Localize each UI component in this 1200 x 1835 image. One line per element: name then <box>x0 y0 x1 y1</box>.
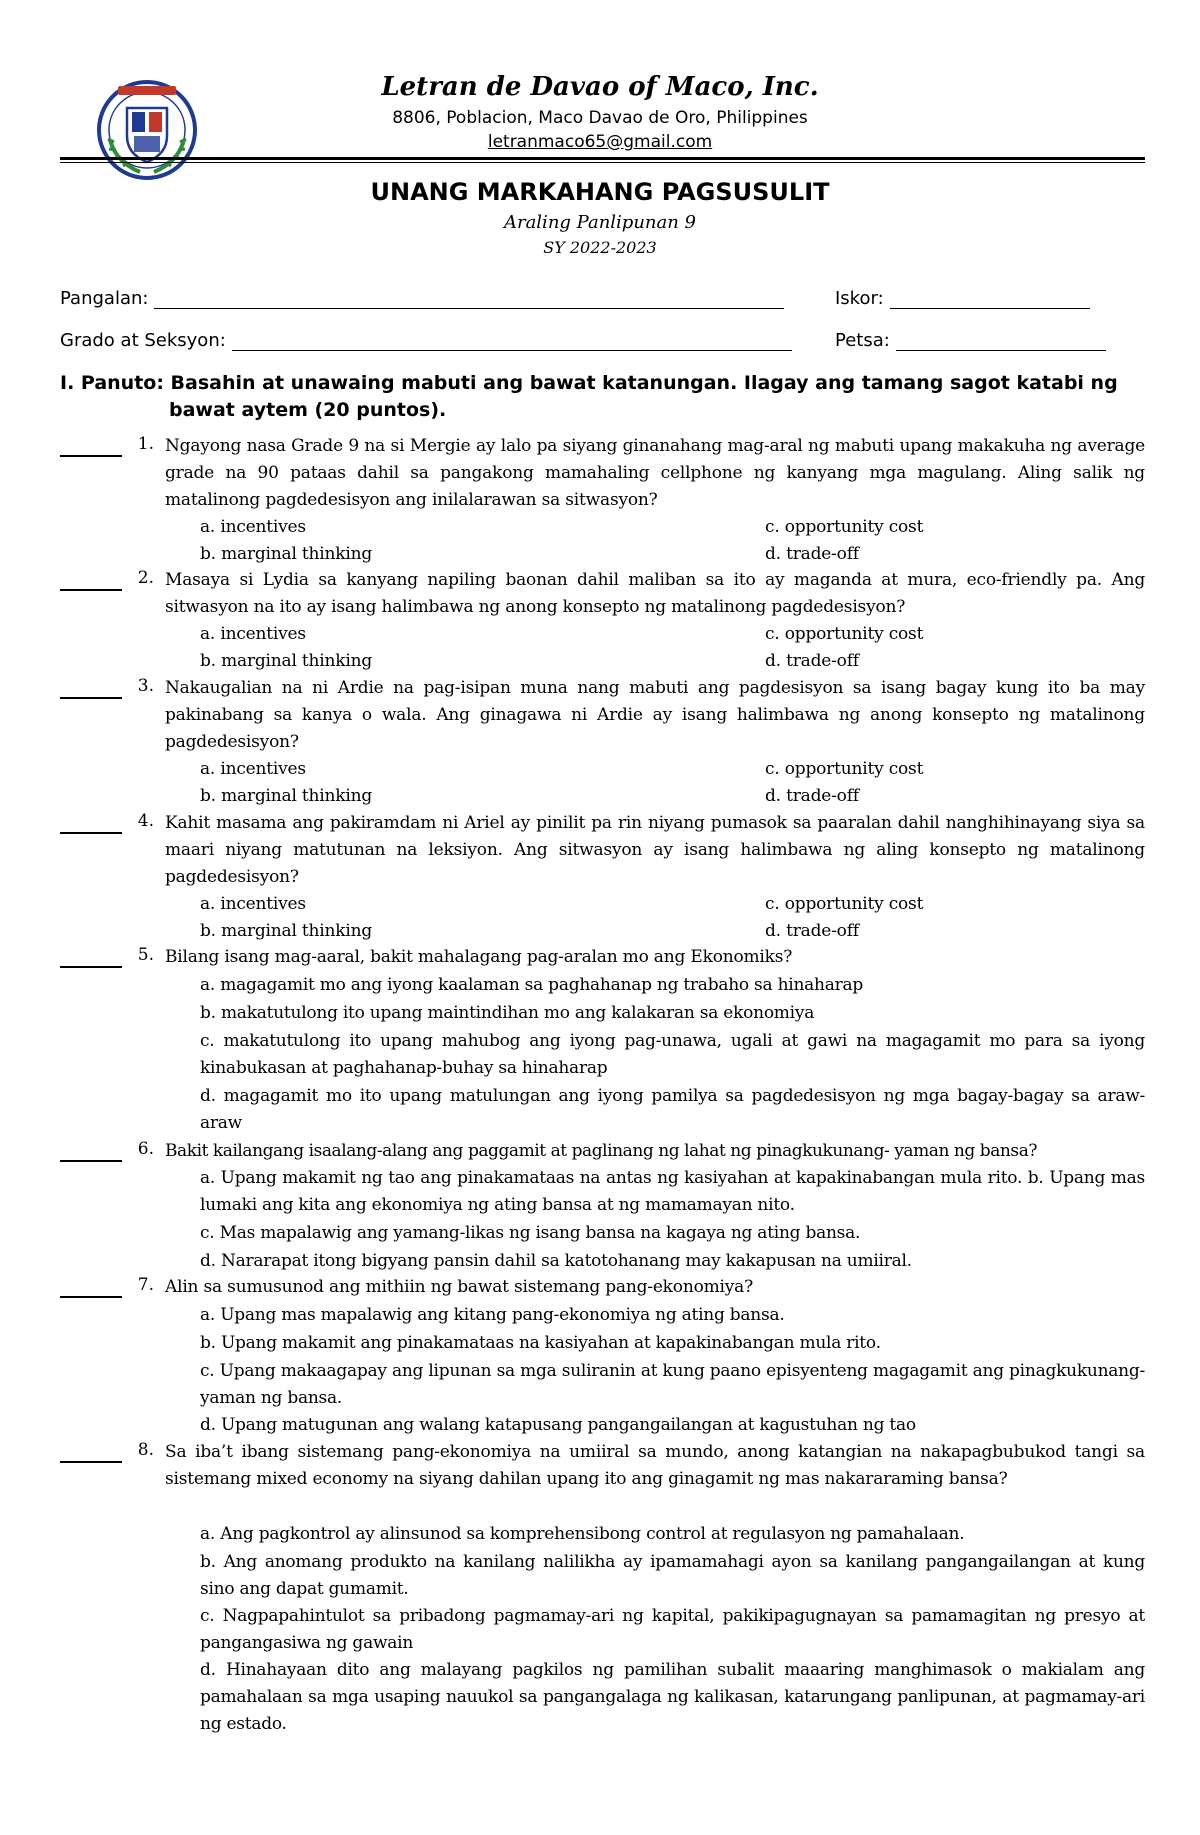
school-address: 8806, Poblacion, Maco Davao de Oro, Philippines <box>392 108 808 128</box>
score-field <box>835 288 1090 309</box>
score-input-line[interactable] <box>890 290 1090 309</box>
option: a. incentives <box>200 624 306 644</box>
question-number: 3. <box>137 676 154 696</box>
section-input-line[interactable] <box>232 332 792 351</box>
option: b. marginal thinking <box>200 921 373 941</box>
header-divider-thin <box>60 162 1145 163</box>
answer-blank[interactable] <box>60 966 122 968</box>
exam-title: UNANG MARKAHANG PAGSUSULIT <box>370 178 830 206</box>
section-label: Grado at Seksyon: <box>60 330 226 351</box>
option: d. trade-off <box>765 544 859 564</box>
school-name: Letran de Davao of Maco, Inc. <box>381 72 819 102</box>
option: c. Upang makaagapay ang lipunan sa mga suliranin at kung paano episyenteng magagamit ang pinagkukunang-yaman ng bansa. <box>200 1361 1145 1408</box>
option: d. trade-off <box>765 921 859 941</box>
question-text: Bakit kailangang isaalang-alang ang paggamit at paglinang ng lahat ng pinagkukunang- yaman ng bansa? <box>165 1141 1038 1161</box>
option: b. makatutulong ito upang maintindihan mo ang kalakaran sa ekonomiya <box>200 1003 815 1023</box>
option: b. Ang anomang produkto na kanilang nalilikha ay ipamamahagi ayon sa kanilang pangangailangan at kung sino ang dapat gumamit. <box>200 1552 1145 1599</box>
instructions-text: I. Panuto: Basahin at unawaing mabuti ang bawat katanungan. Ilagay ang tamang sagot katabi ng bawat aytem (20 puntos). <box>60 372 1118 421</box>
question-text: Sa iba’t ibang sistemang pang-ekonomiya na umiiral sa mundo, anong katangian na nakapagbubukod tangi sa sistemang mixed economy na siyang dahilan upang ito ang ginagamit ng mas nakararaming bansa? <box>165 1442 1145 1489</box>
question-number: 2. <box>137 568 154 588</box>
date-field <box>835 330 1106 351</box>
option: a. incentives <box>200 894 306 914</box>
option: a. magagamit mo ang iyong kaalaman sa paghahanap ng trabaho sa hinaharap <box>200 975 864 995</box>
answer-blank[interactable] <box>60 589 122 591</box>
question-number: 8. <box>137 1440 154 1460</box>
name-field <box>60 288 784 309</box>
option: d. Upang matugunan ang walang katapusang pangangailangan at kagustuhan ng tao <box>200 1415 916 1435</box>
instructions <box>60 370 1150 424</box>
option: b. marginal thinking <box>200 651 373 671</box>
option: c. Mas mapalawig ang yamang-likas ng isang bansa na kagaya ng ating bansa. <box>200 1223 861 1243</box>
option: a. Upang mas mapalawig ang kitang pang-ekonomiya ng ating bansa. <box>200 1305 785 1325</box>
answer-blank[interactable] <box>60 1160 122 1162</box>
option: c. Nagpapahintulot sa pribadong pagmamay-ari ng kapital, pakikipagugnayan sa pamamagitan ng presyo at pangangasiwa ng gawain <box>200 1606 1145 1653</box>
question-number: 6. <box>137 1139 154 1159</box>
answer-blank[interactable] <box>60 455 122 457</box>
option: d. trade-off <box>765 651 859 671</box>
answer-blank[interactable] <box>60 832 122 834</box>
answer-blank[interactable] <box>60 1296 122 1298</box>
question-number: 4. <box>137 811 154 831</box>
question-number: 7. <box>137 1275 154 1295</box>
exam-subject: Araling Panlipunan 9 <box>503 212 697 233</box>
answer-blank[interactable] <box>60 1461 122 1463</box>
answer-blank[interactable] <box>60 697 122 699</box>
school-seal-icon <box>92 78 202 188</box>
date-label: Petsa: <box>835 330 890 351</box>
question-text: Masaya si Lydia sa kanyang napiling baonan dahil maliban sa ito ay maganda at mura, eco-friendly pa. Ang sitwasyon na ito ay isang halimbawa ng anong konsepto ng matalinong pagdedesisyon? <box>165 570 1145 617</box>
header-divider <box>60 157 1145 160</box>
option: d. Nararapat itong bigyang pansin dahil sa katotohanang may kakapusan na umiiral. <box>200 1251 912 1271</box>
question-text: Bilang isang mag-aaral, bakit mahalagang pag-aralan mo ang Ekonomiks? <box>165 947 793 967</box>
question-number: 5. <box>137 945 154 965</box>
option: c. makatutulong ito upang mahubog ang iyong pag-unawa, ugali at gawi na magagamit mo para sa iyong kinabukasan at paghahanap-buhay sa hinaharap <box>200 1031 1145 1078</box>
option: b. marginal thinking <box>200 544 373 564</box>
question-text: Alin sa sumusunod ang mithiin ng bawat sistemang pang-ekonomiya? <box>165 1277 754 1297</box>
option: d. trade-off <box>765 786 859 806</box>
option: c. opportunity cost <box>765 517 924 537</box>
name-input-line[interactable] <box>154 290 784 309</box>
school-year: SY 2022-2023 <box>543 238 657 257</box>
option: a. Ang pagkontrol ay alinsunod sa komprehensibong control at regulasyon ng pamahalaan. <box>200 1524 965 1544</box>
option: a. incentives <box>200 517 306 537</box>
section-field <box>60 330 792 351</box>
name-label: Pangalan: <box>60 288 149 309</box>
option: b. marginal thinking <box>200 786 373 806</box>
question-number: 1. <box>137 434 154 454</box>
option: a. incentives <box>200 759 306 779</box>
option: c. opportunity cost <box>765 894 924 914</box>
option: d. magagamit mo ito upang matulungan ang iyong pamilya sa pagdedesisyon ng mga bagay-bagay sa araw-araw <box>200 1086 1145 1133</box>
question-text: Kahit masama ang pakiramdam ni Ariel ay pinilit pa rin niyang pumasok sa paaralan dahil nanghihinayang siya sa maari niyang matutunan na leksiyon. Ang sitwasyon ay isang halimbawa ng aling konsepto ng matalinong pagdedesisyon? <box>165 813 1145 887</box>
option: c. opportunity cost <box>765 759 924 779</box>
option: d. Hinahayaan dito ang malayang pagkilos ng pamilihan subalit maaaring manghimasok o makialam ang pamahalaan sa mga usaping nauukol sa pangangalaga ng kalikasan, katarungang panlipunan, at pagmamay-ari ng estado. <box>200 1660 1145 1734</box>
school-email-link[interactable]: letranmaco65@gmail.com <box>487 132 713 152</box>
question-text: Ngayong nasa Grade 9 na si Mergie ay lalo pa siyang ginanahang mag-aral ng mabuti upang makakuha ng average grade na 90 pataas dahil sa pangakong mamahaling cellphone ng kanyang mga magulang. Aling salik ng matalinong pagdedesisyon ang inilalarawan sa sitwasyon? <box>165 436 1145 510</box>
score-label: Iskor: <box>835 288 884 309</box>
option: b. Upang makamit ang pinakamataas na kasiyahan at kapakinabangan mula rito. <box>200 1333 881 1353</box>
date-input-line[interactable] <box>896 332 1106 351</box>
option: c. opportunity cost <box>765 624 924 644</box>
option: a. Upang makamit ng tao ang pinakamataas na antas ng kasiyahan at kapakinabangan mula rito. b. Upang mas lumaki ang kita ang ekonomiya ng ating bansa at ng mamamayan nito. <box>200 1168 1145 1215</box>
question-text: Nakaugalian na ni Ardie na pag-isipan muna nang mabuti ang pagdesisyon sa isang bagay kung ito ba may pakinabang sa kanya o wala. Ang ginagawa ni Ardie ay isang halimbawa ng anong konsepto ng matalinong pagdedesisyon? <box>165 678 1145 752</box>
